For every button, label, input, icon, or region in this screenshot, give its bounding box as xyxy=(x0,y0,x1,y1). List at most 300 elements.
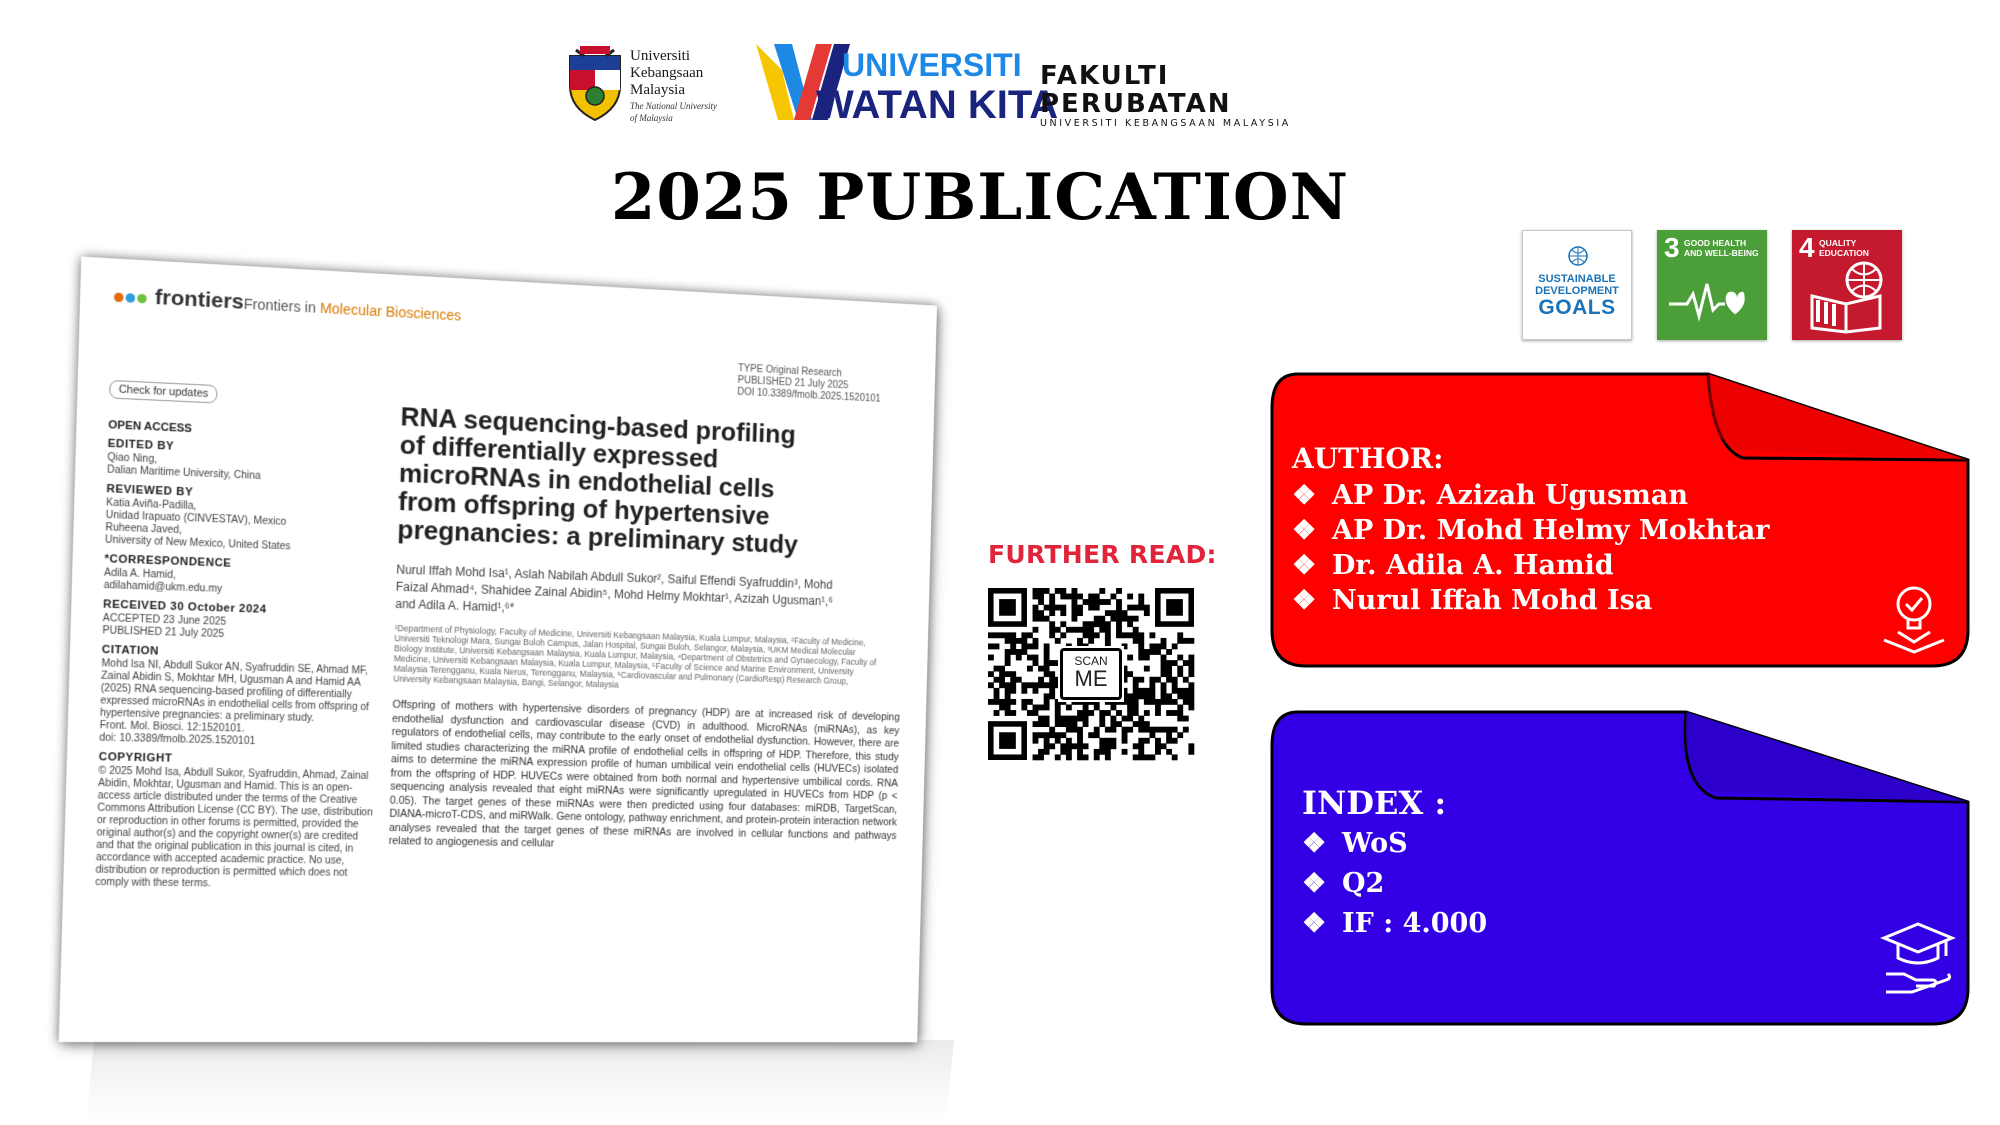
qr-module xyxy=(1105,754,1111,760)
qr-module xyxy=(1066,743,1072,749)
qr-module xyxy=(1105,638,1111,644)
qr-module xyxy=(1044,682,1050,688)
qr-module xyxy=(1033,754,1039,760)
index-panel xyxy=(1268,706,1978,1028)
qr-module xyxy=(1033,605,1039,611)
qr-module xyxy=(1172,754,1178,760)
author-item xyxy=(1292,513,1769,548)
qr-module xyxy=(1149,643,1155,649)
sdg-3-tile xyxy=(1657,230,1767,340)
qr-module xyxy=(1099,721,1105,727)
sidebar-text: Mohd Isa NI, Abdull Sukor AN, Syafruddin SE, Ahmad MF, Zainal Abidin S, Mokhtar MH, Ugusman A and Hamid AA (2025) RNA sequencing-based profiling of differentially expressed microRNAs in endothelial cells from offspring of hypertensive pregnancies: a preliminary study. Front. Mol. Biosci. 12:1520101. doi: 10.3389/fmolb.2025.1520101 xyxy=(99,658,370,748)
ukm-logo xyxy=(566,44,726,126)
qr-module xyxy=(1044,660,1050,666)
qr-module xyxy=(1038,594,1044,600)
qr-module xyxy=(1049,632,1055,638)
qr-module xyxy=(1044,693,1050,699)
qr-module xyxy=(1010,671,1016,677)
qr-module xyxy=(1166,732,1172,738)
qr-module xyxy=(1060,743,1066,749)
qr-module xyxy=(1033,588,1039,594)
fp-logo-main: FAKULTI PERUBATAN xyxy=(1040,61,1232,119)
qr-finder-pattern xyxy=(999,599,1016,616)
qr-module xyxy=(1138,594,1144,600)
qr-module xyxy=(1060,588,1066,594)
qr-module xyxy=(1105,627,1111,633)
qr-module xyxy=(1033,627,1039,633)
qr-module xyxy=(1133,632,1139,638)
qr-module xyxy=(1044,666,1050,672)
qr-module xyxy=(1127,693,1133,699)
qr-module xyxy=(1155,727,1161,733)
qr-module xyxy=(1188,660,1194,666)
bullet-icon: ❖ xyxy=(1302,908,1327,939)
qr-module xyxy=(1138,643,1144,649)
qr-module xyxy=(1133,627,1139,633)
qr-module xyxy=(1049,743,1055,749)
article-meta xyxy=(737,363,928,408)
qr-module xyxy=(1127,632,1133,638)
qr-module xyxy=(1188,693,1194,699)
article-meta-line: DOI 10.3389/fmolb.2025.1520101 xyxy=(737,386,881,405)
qr-module xyxy=(1060,594,1066,600)
qr-module xyxy=(1138,721,1144,727)
qr-module xyxy=(1155,643,1161,649)
qr-module xyxy=(1188,671,1194,677)
qr-module xyxy=(1005,682,1011,688)
qr-module xyxy=(1183,699,1189,705)
qr-module xyxy=(1177,710,1183,716)
qr-module xyxy=(1177,671,1183,677)
qr-module xyxy=(1055,588,1061,594)
qr-module xyxy=(1072,721,1078,727)
index-heading: INDEX : xyxy=(1302,784,1447,822)
qr-module xyxy=(1072,594,1078,600)
qr-module xyxy=(1122,716,1128,722)
qr-module xyxy=(1155,710,1161,716)
qr-module xyxy=(1060,632,1066,638)
qr-module xyxy=(1133,699,1139,705)
qr-module xyxy=(1177,666,1183,672)
sdg-goals-tile xyxy=(1522,230,1632,340)
qr-module xyxy=(1133,682,1139,688)
qr-module xyxy=(994,666,1000,672)
qr-module xyxy=(1055,638,1061,644)
sidebar-text: Adila A. Hamid, adilahamid@ukm.edu.my xyxy=(103,567,223,596)
qr-module xyxy=(1038,716,1044,722)
qr-module xyxy=(1066,721,1072,727)
article-title: RNA sequencing-based profiling of differentially expressed microRNAs in endothelial cells from offspring of hypertensive pregnancies: a preliminary study xyxy=(397,401,799,560)
qr-module xyxy=(1122,616,1128,622)
qr-module xyxy=(1094,621,1100,627)
index-list xyxy=(1302,824,1487,944)
author-item xyxy=(1292,478,1769,513)
article-meta-line: TYPE Original Research xyxy=(737,363,843,380)
sidebar-text: ACCEPTED 23 June 2025 PUBLISHED 21 July 2025 xyxy=(102,612,227,641)
article-authors: Nurul Iffah Mohd Isa¹, Aslah Nabilah Abdull Sukor², Saiful Effendi Syafruddin³, Mohd Faizal Ahmad⁴, Shahidee Zainal Abidin⁵, Mohd Helmy Mokhtar¹, Azizah Ugusman¹,⁶ and Adila A. Hamid¹,⁶* xyxy=(395,562,834,615)
qr-module xyxy=(1133,754,1139,760)
qr-module xyxy=(1166,693,1172,699)
qr-module xyxy=(1127,671,1133,677)
qr-module xyxy=(1138,632,1144,638)
bullet-icon: ❖ xyxy=(1292,550,1317,581)
qr-module xyxy=(1110,594,1116,600)
qr-module xyxy=(1033,732,1039,738)
qr-module xyxy=(1049,732,1055,738)
qr-module xyxy=(1083,754,1089,760)
qr-module xyxy=(1066,716,1072,722)
qr-module xyxy=(1077,754,1083,760)
qr-module xyxy=(1038,754,1044,760)
qr-module xyxy=(1116,616,1122,622)
qr-module xyxy=(1166,699,1172,705)
qr-module xyxy=(1072,727,1078,733)
qr-module xyxy=(1088,638,1094,644)
qr-module xyxy=(1133,616,1139,622)
qr-module xyxy=(1177,716,1183,722)
qr-module xyxy=(1138,738,1144,744)
qr-module xyxy=(1083,716,1089,722)
qr-module xyxy=(1166,738,1172,744)
qr-module xyxy=(1138,743,1144,749)
qr-module xyxy=(1155,749,1161,755)
qr-finder-pattern xyxy=(1166,599,1183,616)
author-list xyxy=(1292,478,1769,618)
qr-module xyxy=(988,699,994,705)
qr-module xyxy=(1055,605,1061,611)
qr-module xyxy=(1161,643,1167,649)
qr-module xyxy=(1005,655,1011,661)
qr-module xyxy=(1088,732,1094,738)
qr-module xyxy=(1161,699,1167,705)
qr-module xyxy=(1094,605,1100,611)
qr-module xyxy=(1094,705,1100,711)
qr-module xyxy=(1161,743,1167,749)
qr-module xyxy=(1149,688,1155,694)
qr-module xyxy=(1021,699,1027,705)
sidebar-text: © 2025 Mohd Isa, Abdull Sukor, Syafruddin, Ahmad, Zainal Abidin, Mokhtar, Ugusman and Hamid. This is an open-access article distributed under the terms of the Creative Commons Attribution License (CC BY). The use, distribution or reproduction in other forums is permitted, provided the original author(s) and the copyright owner(s) are credited and that the original publication in this journal is cited, in accordance with accepted academic practice. No use, distribution or reproduction is permitted which does not comply with these terms. xyxy=(95,765,373,890)
qr-module xyxy=(1177,655,1183,661)
uwk-line1: UNIVERSITI xyxy=(842,47,1022,83)
qr-module xyxy=(1099,738,1105,744)
qr-module xyxy=(1166,677,1172,683)
qr-module xyxy=(1044,699,1050,705)
qr-module xyxy=(1094,594,1100,600)
qr-module xyxy=(1099,627,1105,633)
qr-module xyxy=(1149,632,1155,638)
qr-module xyxy=(1033,682,1039,688)
qr-module xyxy=(1161,682,1167,688)
qr-module xyxy=(1188,666,1194,672)
qr-module xyxy=(1110,727,1116,733)
qr-module xyxy=(1083,710,1089,716)
qr-module xyxy=(1144,666,1150,672)
qr-module xyxy=(1144,699,1150,705)
sidebar-heading: COPYRIGHT xyxy=(98,750,173,765)
index-item xyxy=(1302,824,1487,864)
sidebar-heading: OPEN ACCESS xyxy=(108,419,193,436)
universiti-watan-kita-logo xyxy=(754,40,1059,127)
qr-module xyxy=(994,688,1000,694)
article-abstract: Offspring of mothers with hypertensive disorders of pregnancy (HDP) are at increased risk of developing endothelial dysfunction and cardiovascular disease (CVD) in adulthood. MicroRNAs (miRNAs), as key regulators of endothelial cells, may contribute to the early onset of endothelial dysfunction. However, there are limited studies characterizing the miRNA profile of endothelial cells in offspring of HDP. Therefore, this study aims to determine the miRNA expression profile of human umbilical vein endothelial cells (HUVECs) isolated from the offspring of HDP. HUVECs were obtained from both normal and hypertensive umbilical cords. RNA sequencing analysis revealed that eight miRNAs were significantly upregulated in HUVECs from HDP (p < 0.05). The target genes of these miRNAs were then predicted using four databases: miRDB, TargetScan, DIANA-microT-CDS, and miRWalk. Gene ontology, pathway enrichment, and protein-protein interaction network analyses revealed that the target genes of these miRNAs are involved in cellular functions and pathways related to angiogenesis and cellular xyxy=(388,698,900,850)
qr-module xyxy=(1055,716,1061,722)
qr-module xyxy=(1138,655,1144,661)
qr-module xyxy=(1144,721,1150,727)
qr-module xyxy=(1183,638,1189,644)
qr-module xyxy=(1183,693,1189,699)
qr-module xyxy=(1021,705,1027,711)
check-for-updates-button: Check for updates xyxy=(109,380,218,404)
qr-module xyxy=(1138,638,1144,644)
qr-module xyxy=(1044,643,1050,649)
qr-code[interactable] xyxy=(988,588,1194,760)
qr-module xyxy=(1172,710,1178,716)
qr-module xyxy=(1166,649,1172,655)
qr-module xyxy=(1172,660,1178,666)
qr-module xyxy=(1049,727,1055,733)
qr-module xyxy=(1127,605,1133,611)
qr-module xyxy=(1094,727,1100,733)
qr-module xyxy=(1188,743,1194,749)
qr-module xyxy=(1094,749,1100,755)
index-value: IF : 4.000 xyxy=(1342,908,1488,939)
qr-module xyxy=(1027,682,1033,688)
qr-module xyxy=(1110,610,1116,616)
qr-module xyxy=(1166,710,1172,716)
qr-module xyxy=(1149,699,1155,705)
qr-module xyxy=(1116,610,1122,616)
frontiers-logo-icon xyxy=(114,292,124,302)
sidebar-heading: RECEIVED 30 October 2024 xyxy=(102,598,267,616)
qr-module xyxy=(1044,743,1050,749)
qr-module xyxy=(1138,677,1144,683)
article-meta-line: PUBLISHED 21 July 2025 xyxy=(737,374,849,392)
qr-label-me: ME xyxy=(1074,666,1108,691)
sidebar-heading: *CORRESPONDENCE xyxy=(104,552,232,570)
sidebar-text: Katia Aviña-Padilla, Unidad Irapuato (CINVESTAV), Mexico Ruheena Javed, University of New Mexico, United States xyxy=(104,497,291,553)
qr-module xyxy=(1172,727,1178,733)
qr-module xyxy=(1144,693,1150,699)
qr-module xyxy=(1044,705,1050,711)
bullet-icon: ❖ xyxy=(1292,515,1317,546)
qr-module xyxy=(1144,649,1150,655)
ukm-tagline: The National University xyxy=(630,101,717,111)
qr-module xyxy=(1072,627,1078,633)
qr-module xyxy=(1105,743,1111,749)
qr-module xyxy=(1033,610,1039,616)
sdg-number: 3 xyxy=(1664,232,1680,263)
qr-module xyxy=(1088,627,1094,633)
qr-module xyxy=(1099,749,1105,755)
sdg-number: 4 xyxy=(1799,232,1815,263)
qr-module xyxy=(1021,682,1027,688)
qr-module xyxy=(1155,738,1161,744)
qr-module xyxy=(1116,632,1122,638)
qr-module xyxy=(1072,616,1078,622)
qr-module xyxy=(1077,710,1083,716)
qr-module xyxy=(1172,682,1178,688)
qr-module xyxy=(1049,660,1055,666)
qr-module xyxy=(1094,599,1100,605)
qr-module xyxy=(1027,710,1033,716)
heartbeat-icon xyxy=(1669,280,1755,324)
qr-module xyxy=(1110,705,1116,711)
sdg-label: QUALITY EDUCATION xyxy=(1819,238,1869,258)
qr-module xyxy=(1138,693,1144,699)
journal-brand xyxy=(114,283,244,315)
qr-module xyxy=(1172,688,1178,694)
sdg-goals-line: DEVELOPMENT xyxy=(1535,285,1619,297)
qr-module xyxy=(1133,705,1139,711)
qr-module xyxy=(1116,621,1122,627)
book-globe-icon xyxy=(1806,260,1892,332)
qr-module xyxy=(1149,732,1155,738)
bullet-icon: ❖ xyxy=(1302,868,1327,899)
qr-module xyxy=(1049,594,1055,600)
author-name: Dr. Adila A. Hamid xyxy=(1332,550,1614,581)
qr-module xyxy=(1016,655,1022,661)
qr-module xyxy=(1021,632,1027,638)
qr-module xyxy=(1105,599,1111,605)
qr-module xyxy=(1016,638,1022,644)
qr-module xyxy=(1083,743,1089,749)
qr-label-scan: SCAN xyxy=(1074,654,1108,668)
qr-module xyxy=(1144,688,1150,694)
qr-module xyxy=(1072,716,1078,722)
qr-module xyxy=(1166,727,1172,733)
qr-module xyxy=(1144,738,1150,744)
qr-module xyxy=(1088,632,1094,638)
qr-module xyxy=(1105,710,1111,716)
qr-module xyxy=(1077,605,1083,611)
qr-module xyxy=(1060,716,1066,722)
bullet-icon: ❖ xyxy=(1292,585,1317,616)
qr-module xyxy=(999,699,1005,705)
qr-module xyxy=(1033,638,1039,644)
qr-module xyxy=(1183,677,1189,683)
ukm-name-line: Universiti xyxy=(630,48,690,64)
qr-module xyxy=(988,655,994,661)
qr-module xyxy=(1188,682,1194,688)
qr-module xyxy=(1044,738,1050,744)
fp-logo-sub: UNIVERSITI KEBANGSAAN MALAYSIA xyxy=(1040,118,1291,129)
qr-module xyxy=(1166,660,1172,666)
index-item xyxy=(1302,904,1487,944)
qr-module xyxy=(1072,599,1078,605)
index-value: Q2 xyxy=(1342,868,1385,899)
qr-module xyxy=(1038,616,1044,622)
qr-module xyxy=(1044,616,1050,622)
ukm-name-line: Kebangsaan xyxy=(630,65,704,81)
qr-module xyxy=(1149,727,1155,733)
qr-module xyxy=(1049,688,1055,694)
qr-module xyxy=(1077,743,1083,749)
qr-module xyxy=(1077,749,1083,755)
qr-module xyxy=(1138,754,1144,760)
qr-module xyxy=(1055,738,1061,744)
qr-module xyxy=(1060,605,1066,611)
qr-center-label xyxy=(1058,646,1124,702)
journal-brand-text: frontiers xyxy=(154,285,245,314)
qr-module xyxy=(1188,638,1194,644)
sdg-label: GOOD HEALTH AND WELL-BEING xyxy=(1684,238,1759,258)
qr-module xyxy=(1060,732,1066,738)
qr-module xyxy=(1110,738,1116,744)
qr-module xyxy=(1049,610,1055,616)
qr-module xyxy=(1038,677,1044,683)
qr-module xyxy=(1010,682,1016,688)
qr-module xyxy=(1133,688,1139,694)
qr-module xyxy=(1116,605,1122,611)
qr-module xyxy=(1122,610,1128,616)
ukm-name-line: Malaysia xyxy=(630,82,685,98)
qr-module xyxy=(1016,677,1022,683)
qr-module xyxy=(1172,699,1178,705)
qr-module xyxy=(1099,599,1105,605)
qr-module xyxy=(1049,677,1055,683)
qr-module xyxy=(1083,721,1089,727)
qr-module xyxy=(999,666,1005,672)
qr-module xyxy=(1055,705,1061,711)
qr-module xyxy=(1161,688,1167,694)
qr-module xyxy=(988,682,994,688)
qr-module xyxy=(1010,638,1016,644)
bullet-icon: ❖ xyxy=(1292,480,1317,511)
journal-prefix: Frontiers in xyxy=(243,295,317,316)
qr-module xyxy=(1010,643,1016,649)
qr-module xyxy=(1172,677,1178,683)
qr-module xyxy=(1133,677,1139,683)
qr-module xyxy=(1027,699,1033,705)
qr-module xyxy=(1183,688,1189,694)
qr-module xyxy=(1005,705,1011,711)
qr-module xyxy=(988,632,994,638)
qr-module xyxy=(1083,599,1089,605)
qr-module xyxy=(1122,727,1128,733)
qr-module xyxy=(1033,688,1039,694)
article-sidebar xyxy=(95,413,388,898)
qr-module xyxy=(1188,655,1194,661)
qr-module xyxy=(1149,693,1155,699)
qr-module xyxy=(1010,699,1016,705)
lightbulb-check-icon xyxy=(1878,580,1950,654)
qr-module xyxy=(1161,666,1167,672)
qr-module xyxy=(1183,660,1189,666)
ukm-crest-icon xyxy=(566,46,624,122)
qr-module xyxy=(1166,749,1172,755)
qr-module xyxy=(1094,732,1100,738)
qr-module xyxy=(1149,649,1155,655)
qr-module xyxy=(1005,710,1011,716)
qr-module xyxy=(1016,649,1022,655)
qr-module xyxy=(1122,632,1128,638)
qr-module xyxy=(1044,671,1050,677)
paper-mockup xyxy=(58,257,956,1063)
author-item xyxy=(1292,583,1769,618)
sidebar-heading: REVIEWED BY xyxy=(106,482,194,499)
qr-module xyxy=(1105,749,1111,755)
qr-module xyxy=(1144,727,1150,733)
qr-module xyxy=(1177,688,1183,694)
qr-module xyxy=(1055,710,1061,716)
qr-module xyxy=(1166,671,1172,677)
qr-module xyxy=(1010,710,1016,716)
qr-module xyxy=(1127,699,1133,705)
qr-module xyxy=(1144,754,1150,760)
qr-module xyxy=(1033,721,1039,727)
qr-module xyxy=(994,693,1000,699)
qr-module xyxy=(994,699,1000,705)
